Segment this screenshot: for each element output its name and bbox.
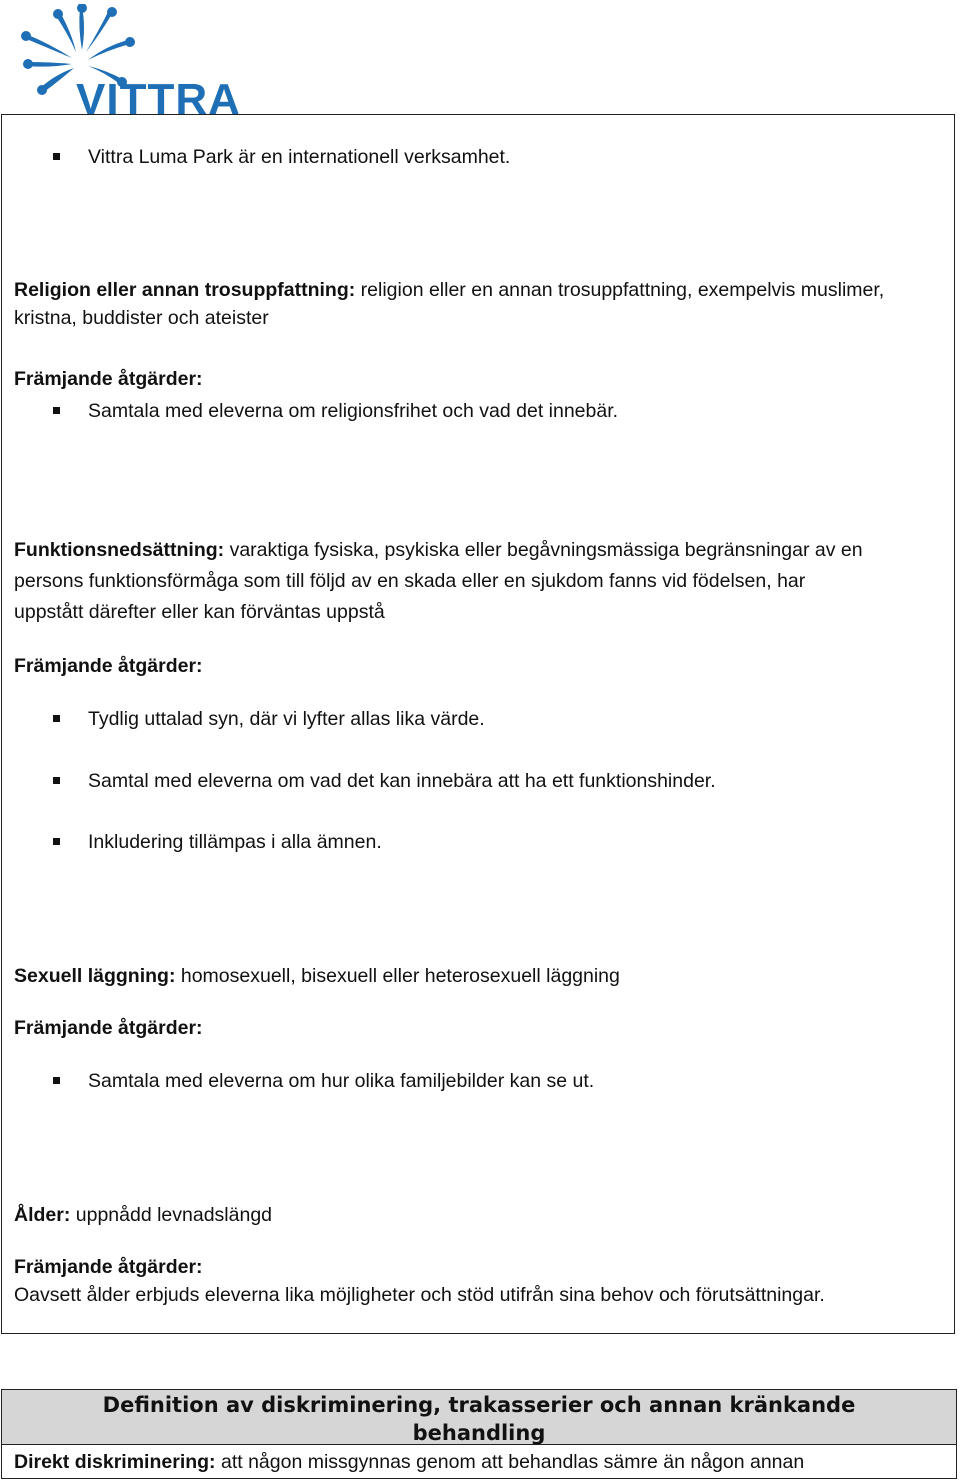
definition-row [14,1450,804,1474]
section-label: Ålder: [14,1204,71,1226]
section-religion-desc: Religion eller annan trosuppfattning: religion eller en annan trosuppfattning, exempelvis muslimer, [14,279,885,301]
section-age-desc: Ålder: uppnådd levnadslängd [14,1204,273,1226]
list-item: Samtala med eleverna om hur olika familjebilder kan se ut. [88,1070,595,1092]
list-item: Tydlig uttalad syn, där vi lyfter allas lika värde. [88,708,485,730]
list-item: Inkludering tillämpas i alla ämnen. [88,831,382,853]
section-label: Funktionsnedsättning: [14,539,225,561]
section-orientation-desc: Sexuell läggning: homosexuell, bisexuell eller heterosexuell läggning [14,965,620,987]
logo-wordmark: VITTRA [76,75,241,116]
vittra-logo [20,4,252,116]
bullet-icon [53,1077,60,1084]
definition-heading [2,1390,956,1445]
section-label: Sexuell läggning: [14,965,176,987]
section-label: Religion eller annan trosuppfattning: [14,279,356,301]
section-desc-line: kristna, buddister och ateister [14,307,269,329]
list-item: Samtala med eleverna om religionsfrihet och vad det innebär. [88,400,619,422]
bullet-icon [53,407,60,414]
section-disability-desc: Funktionsnedsättning: varaktiga fysiska, psykiska eller begåvningsmässiga begränsningar av en [14,539,863,561]
measures-label: Främjande åtgärder: [14,1256,203,1278]
definition-table [1,1389,957,1479]
section-desc-line: uppstått därefter eller kan förväntas uppstå [14,601,385,623]
measures-label: Främjande åtgärder: [14,1017,203,1039]
definition-title-line: Definition av diskriminering, trakasserier och annan kränkande [102,1393,856,1417]
bullet-icon [53,715,60,722]
definition-term: Direkt diskriminering: [14,1451,216,1473]
measures-label: Främjande åtgärder: [14,655,203,677]
definition-text: att någon missgynnas genom att behandlas sämre än någon annan [215,1451,805,1473]
section-desc-line: persons funktionsförmåga som till följd av en skada eller en sjukdom fanns vid födelsen, har [14,570,806,592]
bullet-icon [53,153,60,160]
list-item: Samtal med eleverna om vad det kan innebära att ha ett funktionshinder. [88,770,716,792]
definition-title-line: behandling [412,1421,546,1445]
section-text: Oavsett ålder erbjuds eleverna lika möjligheter och stöd utifrån sina behov och förutsättningar. [14,1284,825,1306]
measures-label: Främjande åtgärder: [14,368,203,390]
bullet-icon [53,777,60,784]
list-item: Vittra Luma Park är en internationell verksamhet. [88,146,511,168]
bullet-icon [53,838,60,845]
